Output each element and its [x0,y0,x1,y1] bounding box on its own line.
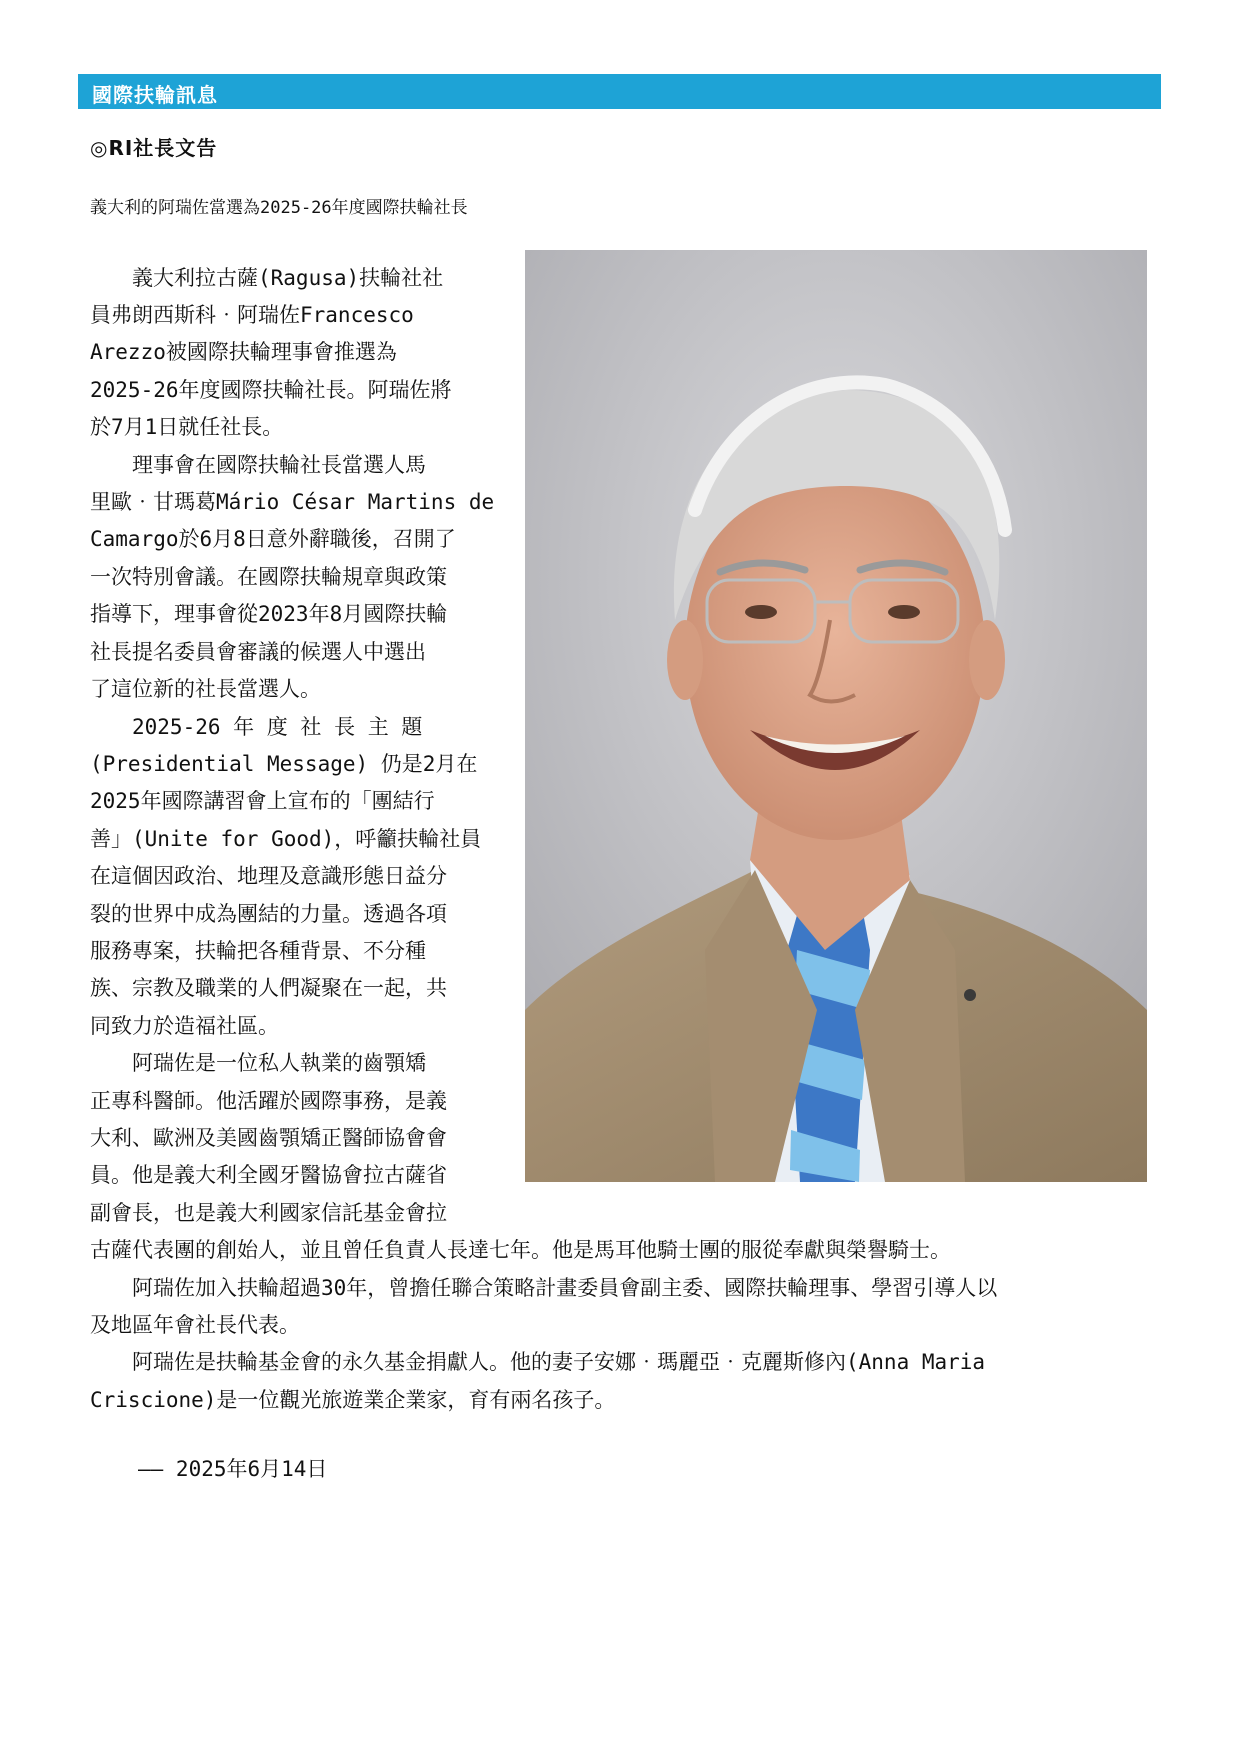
text-line: 及地區年會社長代表。 [90,1313,300,1337]
text-line: 2025年國際講習會上宣布的「團結行 [90,789,435,813]
text-line: 正專科醫師。他活躍於國際事務，是義 [90,1089,447,1113]
text-line: 理事會在國際扶輪社長當選人馬 [90,453,426,477]
text-line: 阿瑞佐加入扶輪超過30年，曾擔任聯合策略計畫委員會副主委、國際扶輪理事、學習引導人以 [90,1276,998,1300]
text-line: 員弗朗西斯科‧阿瑞佐Francesco [90,303,414,327]
text-line: Camargo於6月8日意外辭職後，召開了 [90,527,456,551]
text-line: 員。他是義大利全國牙醫協會拉古薩省 [90,1163,447,1187]
text-line: 於7月1日就任社長。 [90,415,284,439]
text-line: 善」(Unite for Good)，呼籲扶輪社員 [90,827,482,851]
text-line: 古薩代表團的創始人，並且曾任負責人長達七年。他是馬耳他騎士團的服從奉獻與榮譽騎士。 [90,1238,951,1262]
text-line: 在這個因政治、地理及意識形態日益分 [90,864,447,888]
text-line: 同致力於造福社區。 [90,1014,279,1038]
text-line: 2025-26 年 度 社 長 主 題 [90,715,423,739]
signoff-date: —— 2025年6月14日 [138,1457,328,1481]
portrait-photo [525,250,1147,1182]
text-line: 了這位新的社長當選人。 [90,677,321,701]
text-line: (Presidential Message) 仍是2月在 [90,752,478,776]
text-line: 服務專案，扶輪把各種背景、不分種 [90,939,426,963]
section-heading: ◎RI社長文告 [90,136,218,160]
text-line: 里歐‧甘瑪葛Mário César Martins de [90,490,495,514]
text-line: 一次特別會議。在國際扶輪規章與政策 [90,565,447,589]
text-line: Criscione)是一位觀光旅遊業企業家，育有兩名孩子。 [90,1388,616,1412]
text-line: Arezzo被國際扶輪理事會推選為 [90,340,397,364]
text-line: 社長提名委員會審議的候選人中選出 [90,640,426,664]
text-line: 副會長，也是義大利國家信託基金會拉 [90,1201,447,1225]
text-line: 阿瑞佐是扶輪基金會的永久基金捐獻人。他的妻子安娜‧瑪麗亞‧克麗斯修內(Anna Maria [90,1350,986,1374]
section-header-bar [78,74,1161,109]
text-line: 2025-26年度國際扶輪社長。阿瑞佐將 [90,378,452,402]
text-line: 族、宗教及職業的人們凝聚在一起，共 [90,976,447,1000]
header-title: 國際扶輪訊息 [92,83,218,107]
text-line: 大利、歐洲及美國齒顎矯正醫師協會會 [90,1126,447,1150]
text-line: 阿瑞佐是一位私人執業的齒顎矯 [90,1051,426,1075]
text-line: 裂的世界中成為團結的力量。透過各項 [90,902,447,926]
article-subtitle: 義大利的阿瑞佐當選為2025-26年度國際扶輪社長 [90,198,468,218]
text-line: 指導下，理事會從2023年8月國際扶輪 [90,602,448,626]
portrait-illustration [525,250,1147,1182]
text-line: 義大利拉古薩(Ragusa)扶輪社社 [90,266,444,290]
